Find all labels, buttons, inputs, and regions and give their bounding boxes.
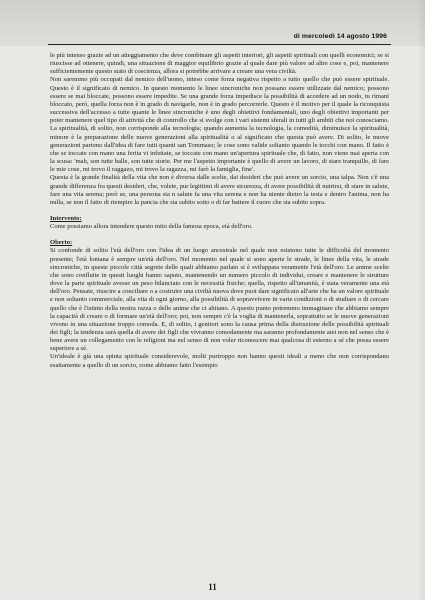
document-body (50, 52, 389, 370)
oberto-text-1: Si confonde di solito l'età dell'oro con l'idea di un luogo ancestrale nel quale non esistono tutte le difficoltà del momento presente; l'età lontana è sempre un'età dell'oro. Nel momento nel quale si sono aperte le strade, le linee della vita, le strade sincroniche, in queste piccole città segrete delle quali abbiamo parlato si è sviluppata veramente l'età dell'oro. Le anime scelte che sono confluite in questi luoghi hanno saputo, mantenendo un numero piccolo di individui, creare e mantenere le strutture dove la parte spirituale avesse un peso bilanciato con le necessità fisiche; quella, rispetto all'umanità, è stata veramente una età dell'oro. Pensate, riuscire a conciliare o a costruire una civiltà nuova dove puoi dare significato all'arte che ha un valore spirituale e non soltanto commerciale, alla vita di ogni giorno, alla possibilità di sopravvivere in varie condizioni o di studiare o di cercare quello che è l'istinto della nostra razza o delle anime che ci abitano. A questo punto potremmo immaginare che abbiamo sempre la capacità di creare o di formare un'età dell'oro; poi, non sempre c'è la voglia di mantenerla, soprattutto se le nuove generazioni vivono in una situazione troppo comoda. E, di solito, i genitori sono la causa prima della distruzione delle possibilità spirituali dei figli; la tendenza sarà quella di avere dei figli che vivranno comodamente ma saranno profondamente atei non nel senso che è bene avere un collegamento con le religioni ma nel senso di non voler riconoscere mai qualcosa di esterno a sé che possa essere superiore a sé. (50, 247, 389, 353)
paragraph-3: Questa è la grande finalità della vita che non è diversa dalle scelte, dai desideri che può avere un sorcio, una talpa. Non c'è una grande differenza fra questi desideri, che, volete, pur legittimi di avere sicurezza, di avere possibilità di nutrirsi, di stare in salute, fare una vita serena; però se, una persona sta n salute fa una vita serena e non ha niente dietro la testa e dentro l'anima, non ha nulla, se non il fatto di riempire la pancia che sta subito sotto o di far battere il cuore che sta subito sopra. (50, 174, 389, 206)
intervento-label: Intervento: (50, 214, 82, 222)
intervento-section (50, 215, 389, 231)
header-rule (48, 44, 391, 45)
oberto-label: Oberto: (50, 239, 73, 247)
paragraph-1: le più intenso grazie ad un atteggiamento che deve combinare gli aspetti interiori, gli aspetti spirituali con quelli economici; se si riuscisse ad ottenere, quindi, una situazione di maggior equilibrio grazie al quale dare più valore ad altre cose e, poi, mantenere sufficientemente questo stato di coscienza, allora si potrebbe arrivare a creare una vera civiltà. (50, 52, 389, 76)
oberto-text-2: Un'ideale è già una spinta spirituale considerevole, molti purtroppo non hanno questi ideali a meno che non corrispondano esattamente a quello di un sorcio, come abbiamo fatto l'esempio (50, 353, 389, 369)
header-date: di mercoledì 14 agosto 1996 (293, 33, 387, 40)
paragraph-2: Non saremmo più occupati dal nemico dell'uomo, inteso come forza negativa rispetto a tutto quello che può essere spirituale. Questo è il significato di nemico. In questo momento le linee sincroniche non possano essere utilizzate dal nemico; possono essere se mai bloccate, possono essere impedite. Se una grande forza impedisce la possibilità di accedere ad un nodo, tu rimani bloccato, però, quella forza non è in grado di navigarle, non è in grado percorrerle. Questo è il motivo per il quale la riconquista successiva dell'accesso a tutte quante le linee sincroniche è uno degli obiettivi fondamentali, uno degli obiettivi importanti per poter mantenere quel tipo di attività che di controllo che si svolge con i vari sistemi sferali in tutti gli ambiti che noi conosciamo. La spiritualità, di solito, non corrisponde alla tecnologia; quando aumenta la tecnologia, la comodità, diminuisce la spiritualità, minore è la preparazione delle nuove generazioni alla spiritualità o al significato che questa può avere. Di solito, le nuove generazioni partono dall'idea di fare tutti quanti san Tommaso; le cose sono valide soltanto quando le tocchi con mano. Il fatto è che se toccate con mano una ferita vi infettate, se toccate con mano un'apertura spirituale che, di fatto, non viene mai aperta con la scusa: 'mah, son tutte balle, son tutte storie. Per me l'aspetto importante è quello di avere un lavoro, di stare tranquillo, di fare le mie cose, mi trovo il raggazo, mi trovo la ragazza, mi farò la famiglia, fine'. (50, 76, 389, 174)
page-edge-shadow (417, 0, 425, 600)
oberto-section (50, 239, 389, 353)
page-number: 11 (208, 582, 217, 592)
intervento-text: Come possiamo allora intendere questo mito della famosa epoca, età dell'oro. (50, 223, 253, 231)
